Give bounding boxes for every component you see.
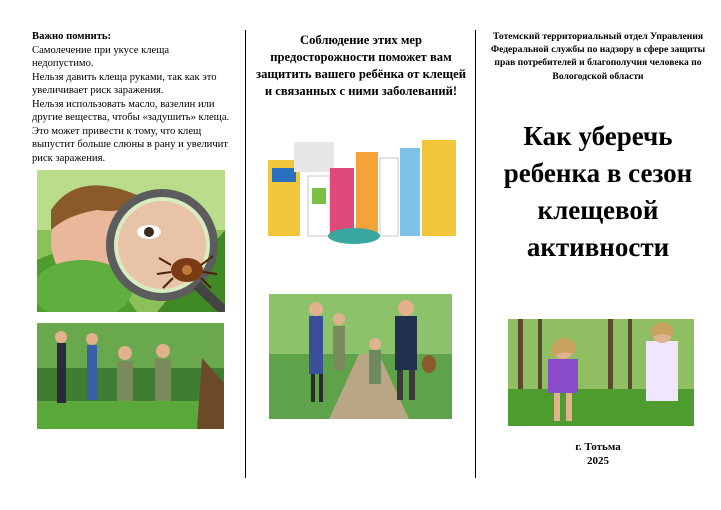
photo-family-walk bbox=[269, 294, 452, 419]
advice-text: Соблюдение этих мер предосторожности поможет вам защитить вашего ребёнка от клещей и связанных с ними заболеваний! bbox=[256, 33, 466, 98]
photo-girl-forest bbox=[508, 319, 694, 426]
organization-name: Тотемский территориальный отдел Управления Федеральной службы по надзору в сфере защиты прав потребителей и благополучия человека по Вологодской области bbox=[490, 31, 706, 82]
footer-city: г. Тотьма bbox=[575, 441, 621, 453]
reminder-title: Важно помнить: bbox=[32, 31, 112, 42]
photo-repellent-products bbox=[264, 138, 460, 246]
divider-left bbox=[245, 30, 246, 478]
footer-year: 2025 bbox=[587, 455, 609, 467]
right-column bbox=[476, 0, 721, 510]
reminder-line-3: Нельзя использовать масло, вазелин или другие вещества, чтобы «задушить» клеща. Это может привести к тому, что клещ выпустит больше слюны в рану и увеличит риск заражения. bbox=[32, 98, 230, 164]
reminder-block bbox=[32, 30, 232, 165]
middle-column bbox=[247, 0, 475, 510]
left-column bbox=[0, 0, 245, 510]
reminder-line-1: Самолечение при укусе клеща недопустимо. bbox=[32, 44, 170, 69]
photo-boy-magnifier bbox=[37, 170, 225, 312]
footer-place bbox=[484, 440, 712, 468]
main-title: Как уберечь ребенка в сезон клещевой активности bbox=[503, 121, 693, 262]
reminder-line-2: Нельзя давить клеща руками, так как это увеличивает риск заражения. bbox=[32, 71, 217, 96]
photo-children-forest bbox=[37, 323, 224, 429]
